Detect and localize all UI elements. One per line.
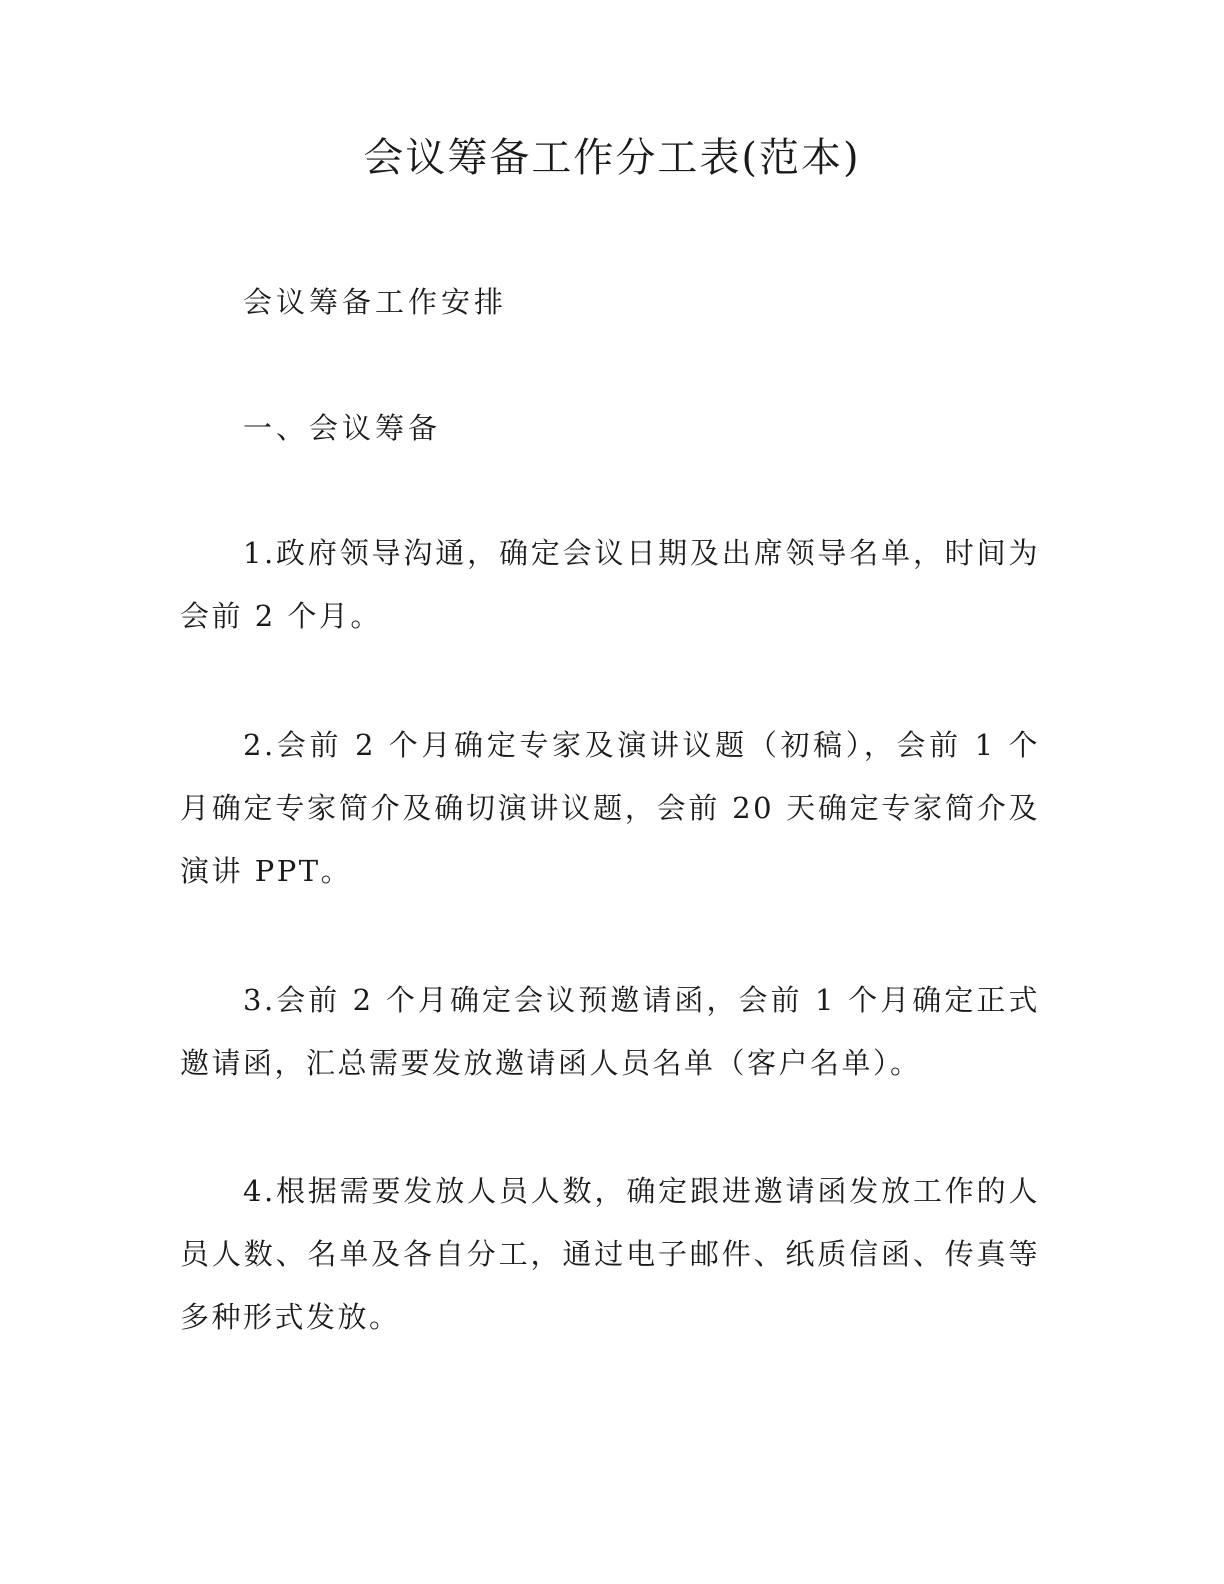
paragraph-4: 4.根据需要发放人员人数，确定跟进邀请函发放工作的人员人数、名单及各自分工，通过电子邮件、纸质信函、传真等多种形式发放。 xyxy=(180,1174,1040,1334)
document-title: 会议筹备工作分工表(范本) xyxy=(363,135,861,181)
arrangement-heading: 会议筹备工作安排 xyxy=(243,285,508,319)
paragraph-3: 3.会前 2 个月确定会议预邀请函，会前 1 个月确定正式邀请函，汇总需要发放邀请函人员名单（客户名单）。 xyxy=(180,983,1040,1080)
paragraph-2: 2.会前 2 个月确定专家及演讲议题（初稿），会前 1 个月确定专家简介及确切演讲议题，会前 20 天确定专家简介及演讲 PPT。 xyxy=(180,728,1040,888)
paragraph-1: 1.政府领导沟通，确定会议日期及出席领导名单，时间为会前 2 个月。 xyxy=(180,536,1040,633)
section-1-heading: 一、会议筹备 xyxy=(243,411,442,445)
